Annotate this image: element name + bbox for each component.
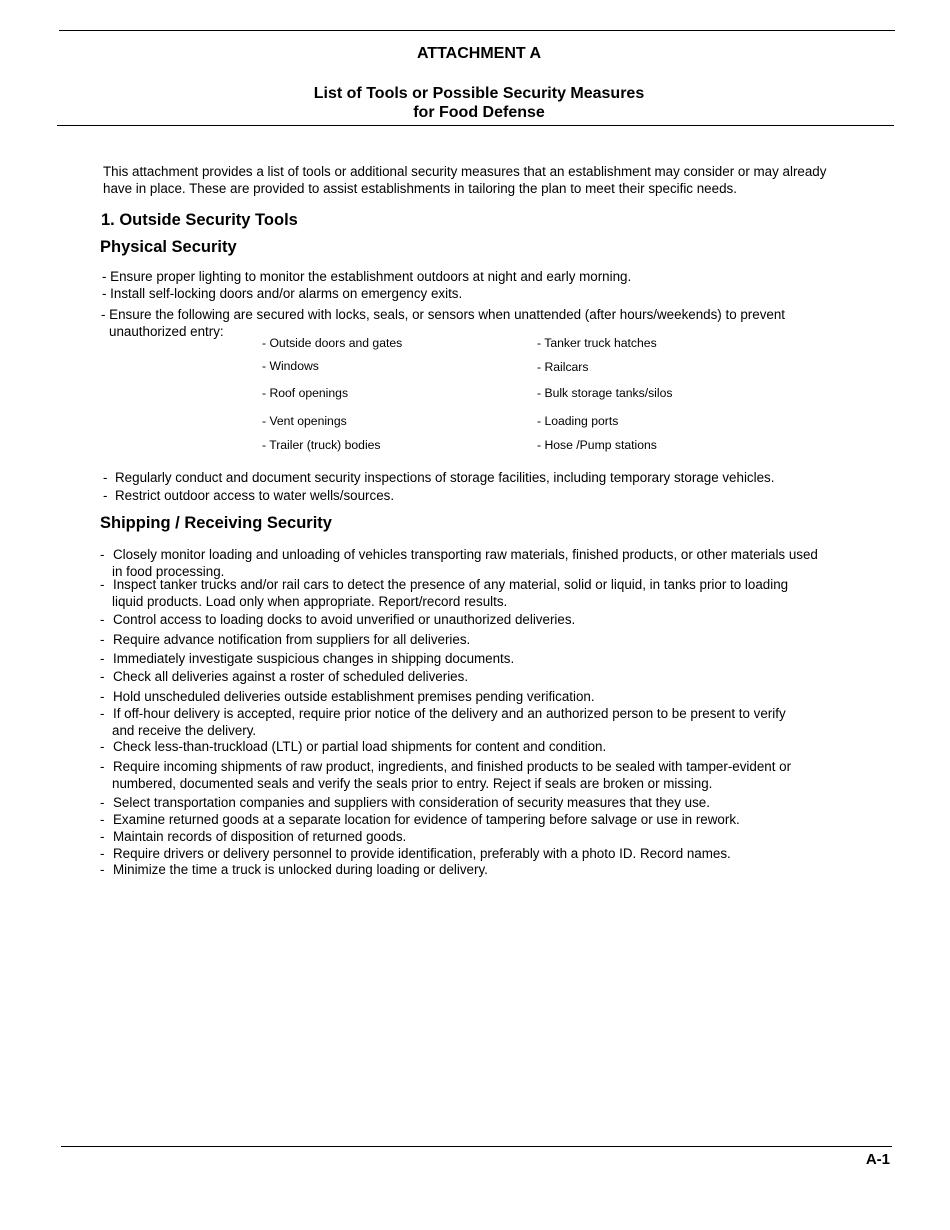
physical-security-heading: Physical Security — [100, 238, 237, 256]
list-item-line1: Maintain records of disposition of returned goods. — [113, 829, 407, 844]
bullet-dash: - — [100, 612, 105, 627]
physical-bullet-2: - Install self-locking doors and/or alarms on emergency exits. — [102, 286, 463, 301]
list-item-line1: Immediately investigate suspicious changes in shipping documents. — [113, 651, 515, 666]
list-item-line1: Closely monitor loading and unloading of vehicles transporting raw materials, finished products, or other materials used — [113, 547, 818, 562]
intro-line2: have in place. These are provided to assist establishments in tailoring the plan to meet their specific needs. — [103, 181, 737, 196]
intro-paragraph — [103, 163, 903, 197]
list-item-line1: Hold unscheduled deliveries outside establishment premises pending verification. — [113, 689, 595, 704]
list-item — [100, 668, 890, 685]
list-item — [100, 811, 890, 828]
list-item-line1: Control access to loading docks to avoid unverified or unauthorized deliveries. — [113, 612, 576, 627]
list-item-line2: liquid products. Load only when appropriate. Report/record results. — [112, 594, 508, 609]
list-item-line1: Examine returned goods at a separate location for evidence of tampering before salvage or use in rework. — [113, 812, 740, 827]
list-item — [100, 794, 890, 811]
bullet-dash: - — [100, 547, 105, 562]
physical-bullet-1: - Ensure proper lighting to monitor the establishment outdoors at night and early morning. — [102, 269, 632, 284]
list-item-line2: numbered, documented seals and verify the seals prior to entry. Reject if seals are broken or missing. — [112, 776, 713, 791]
list-item — [100, 738, 890, 755]
list-item-line1: Check less-than-truckload (LTL) or partial load shipments for content and condition. — [113, 739, 607, 754]
bullet-dash: - — [100, 795, 105, 810]
footer-rule — [61, 1146, 892, 1147]
secured-item-left: - Trailer (truck) bodies — [262, 438, 381, 452]
title-rule — [57, 125, 894, 126]
list-item-line1: Require advance notification from suppliers for all deliveries. — [113, 632, 471, 647]
secured-item-left: - Roof openings — [262, 386, 349, 400]
bullet-dash: - — [100, 829, 105, 844]
secured-item-right: - Hose /Pump stations — [537, 438, 657, 452]
list-item: - Restrict outdoor access to water wells/sources. — [103, 488, 395, 503]
list-item — [100, 861, 890, 878]
bullet-dash: - — [100, 689, 105, 704]
list-item — [100, 631, 890, 648]
list-item — [100, 576, 890, 610]
page-number: A-1 — [865, 1151, 890, 1168]
top-rule — [59, 30, 895, 31]
bullet-dash: - — [100, 862, 105, 877]
list-item-line2: in food processing. — [112, 564, 225, 579]
bullet-dash: - — [103, 488, 108, 503]
secured-item-right: - Tanker truck hatches — [537, 336, 657, 350]
list-item-line2: and receive the delivery. — [112, 723, 257, 738]
list-item — [100, 688, 890, 705]
list-item-line1: Require drivers or delivery personnel to provide identification, preferably with a photo ID. Record names. — [113, 846, 731, 861]
secure-line-2: unauthorized entry: — [109, 324, 224, 339]
list-item: - Regularly conduct and document security inspections of storage facilities, including temporary storage vehicles. — [103, 470, 775, 485]
bullet-dash: - — [100, 632, 105, 647]
secured-item-left: - Outside doors and gates — [262, 336, 403, 350]
list-item-line1: Select transportation companies and suppliers with consideration of security measures that they use. — [113, 795, 710, 810]
bullet-dash: - — [100, 812, 105, 827]
list-item — [100, 828, 890, 845]
list-item-line1: If off-hour delivery is accepted, require prior notice of the delivery and an authorized person to be present to verify — [113, 706, 786, 721]
page-title-line1: List of Tools or Possible Security Measures — [313, 85, 645, 102]
attachment-label: ATTACHMENT A — [416, 45, 542, 62]
bullet-dash: - — [100, 706, 105, 721]
bullet-dash: - — [100, 669, 105, 684]
list-item — [100, 758, 890, 792]
list-item — [100, 705, 890, 739]
section1-heading: 1. Outside Security Tools — [101, 211, 298, 229]
shipping-security-heading: Shipping / Receiving Security — [100, 514, 332, 532]
secured-item-left: - Vent openings — [262, 414, 347, 428]
secured-item-right: - Railcars — [537, 360, 589, 374]
list-item-line1: Inspect tanker trucks and/or rail cars to detect the presence of any material, solid or liquid, in tanks prior to loading — [113, 577, 789, 592]
secured-item-left: - Windows — [262, 359, 319, 373]
list-item — [100, 546, 890, 580]
bullet-dash: - — [100, 651, 105, 666]
page-title-line2: for Food Defense — [413, 104, 545, 121]
bullet-dash: - — [100, 759, 105, 774]
secured-item-right: - Bulk storage tanks/silos — [537, 386, 673, 400]
list-item-line1: Require incoming shipments of raw product, ingredients, and finished products to be sealed with tamper-evident or — [113, 759, 792, 774]
secure-line-1: - Ensure the following are secured with locks, seals, or sensors when unattended (after hours/weekends) to prevent — [101, 307, 786, 322]
list-item — [100, 650, 890, 667]
bullet-dash: - — [100, 577, 105, 592]
bullet-dash: - — [100, 846, 105, 861]
bullet-dash: - — [103, 470, 108, 485]
intro-line1: This attachment provides a list of tools or additional security measures that an establishment may consider or may already — [103, 164, 827, 179]
secured-item-right: - Loading ports — [537, 414, 619, 428]
list-item-line1: Check all deliveries against a roster of scheduled deliveries. — [113, 669, 469, 684]
list-item — [100, 611, 890, 628]
list-item — [100, 845, 890, 862]
bullet-dash: - — [100, 739, 105, 754]
list-item-line1: Minimize the time a truck is unlocked during loading or delivery. — [113, 862, 488, 877]
